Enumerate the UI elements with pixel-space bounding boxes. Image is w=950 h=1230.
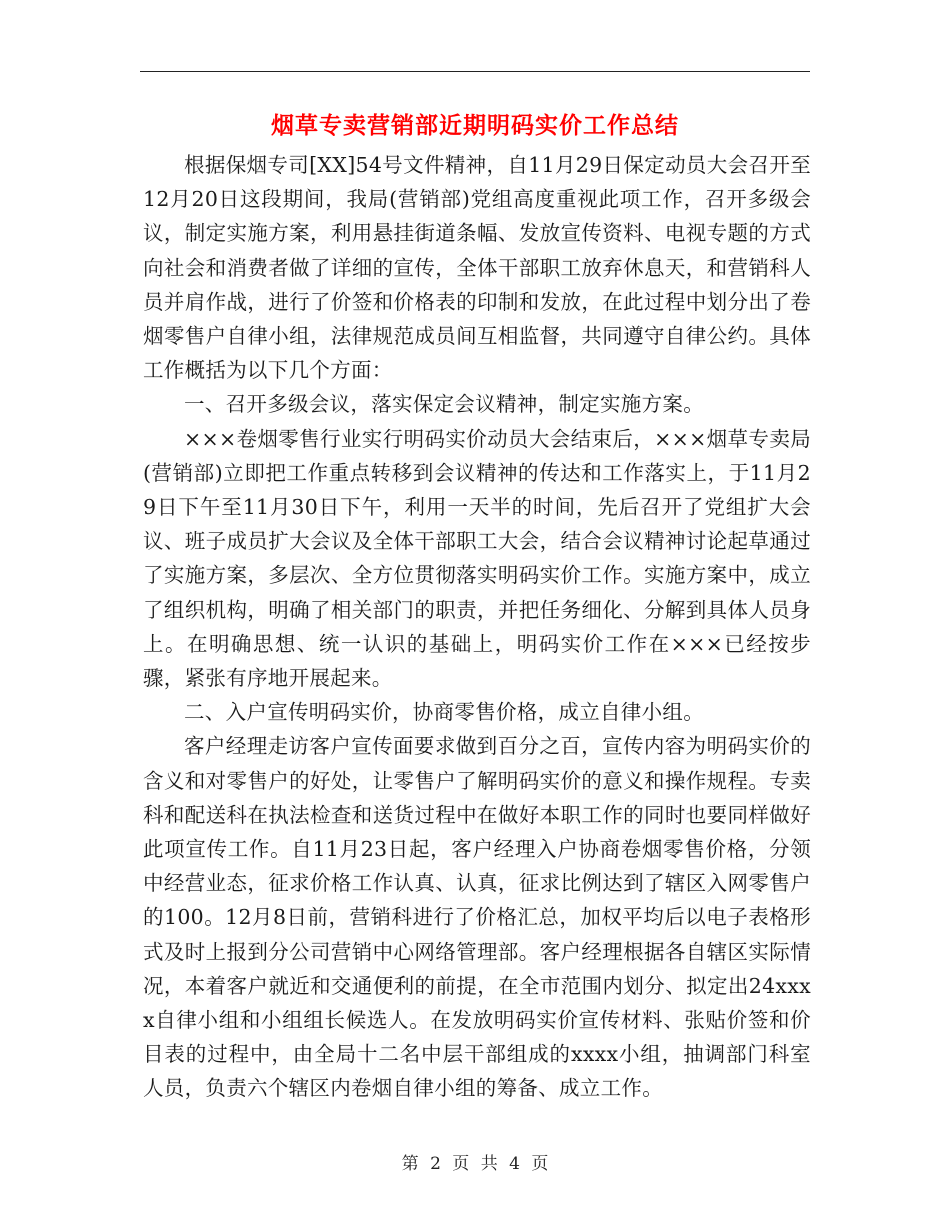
- header-rule: [140, 71, 810, 72]
- section-heading-1: 一、召开多级会议，落实保定会议精神，制定实施方案。: [184, 392, 704, 417]
- paragraph-section-1: ×××卷烟零售行业实行明码实价动员大会结束后，×××烟草专卖局(营销部)立即把工作重点转移到会议精神的传达和工作落实上，于11月29日下午至11月30日下午，利用一天半的时间，先后召开了党组扩大会议、班子成员扩大会议及全体干部职工大会，结合会议精神讨论起草通过了实施方案，多层次、全方位贯彻落实明码实价工作。实施方案中，成立了组织机构，明确了相关部门的职责，并把任务细化、分解到具体人员身上。在明确思想、统一认识的基础上，明码实价工作在×××已经按步骤，紧张有序地开展起来。: [143, 426, 811, 691]
- section-heading-2: 二、入户宣传明码实价，协商零售价格，成立自律小组。: [184, 700, 704, 725]
- page-number-footer: 第 2 页 共 4 页: [401, 1154, 549, 1174]
- document-title: 烟草专卖营销部近期明码实价工作总结: [271, 112, 679, 139]
- document-body: [143, 148, 811, 1106]
- paragraph-intro: 根据保烟专司[XX]54号文件精神，自11月29日保定动员大会召开至12月20日这段期间，我局(营销部)党组高度重视此项工作，召开多级会议，制定实施方案，利用悬挂街道条幅、发放宣传资料、电视专题的方式向社会和消费者做了详细的宣传，全体干部职工放弃休息天，和营销科人员并肩作战，进行了价签和价格表的印制和发放，在此过程中划分出了卷烟零售户自律小组，法律规范成员间互相监督，共同遵守自律公约。具体工作概括为以下几个方面：: [143, 153, 811, 383]
- paragraph-section-2: 客户经理走访客户宣传面要求做到百分之百，宣传内容为明码实价的含义和对零售户的好处，让零售户了解明码实价的意义和操作规程。专卖科和配送科在执法检查和送货过程中在做好本职工作的同时也要同样做好此项宣传工作。自11月23日起，客户经理入户协商卷烟零售价格，分领中经营业态，征求价格工作认真、认真，征求比例达到了辖区入网零售户的100。12月8日前，营销科进行了价格汇总，加权平均后以电子表格形式及时上报到分公司营销中心网络管理部。客户经理根据各自辖区实际情况，本着客户就近和交通便利的前提，在全市范围内划分、拟定出24xxxx自律小组和小组组长候选人。在发放明码实价宣传材料、张贴价签和价目表的过程中，由全局十二名中层干部组成的xxxx小组，抽调部门科室人员，负责六个辖区内卷烟自律小组的筹备、成立工作。: [143, 734, 811, 1101]
